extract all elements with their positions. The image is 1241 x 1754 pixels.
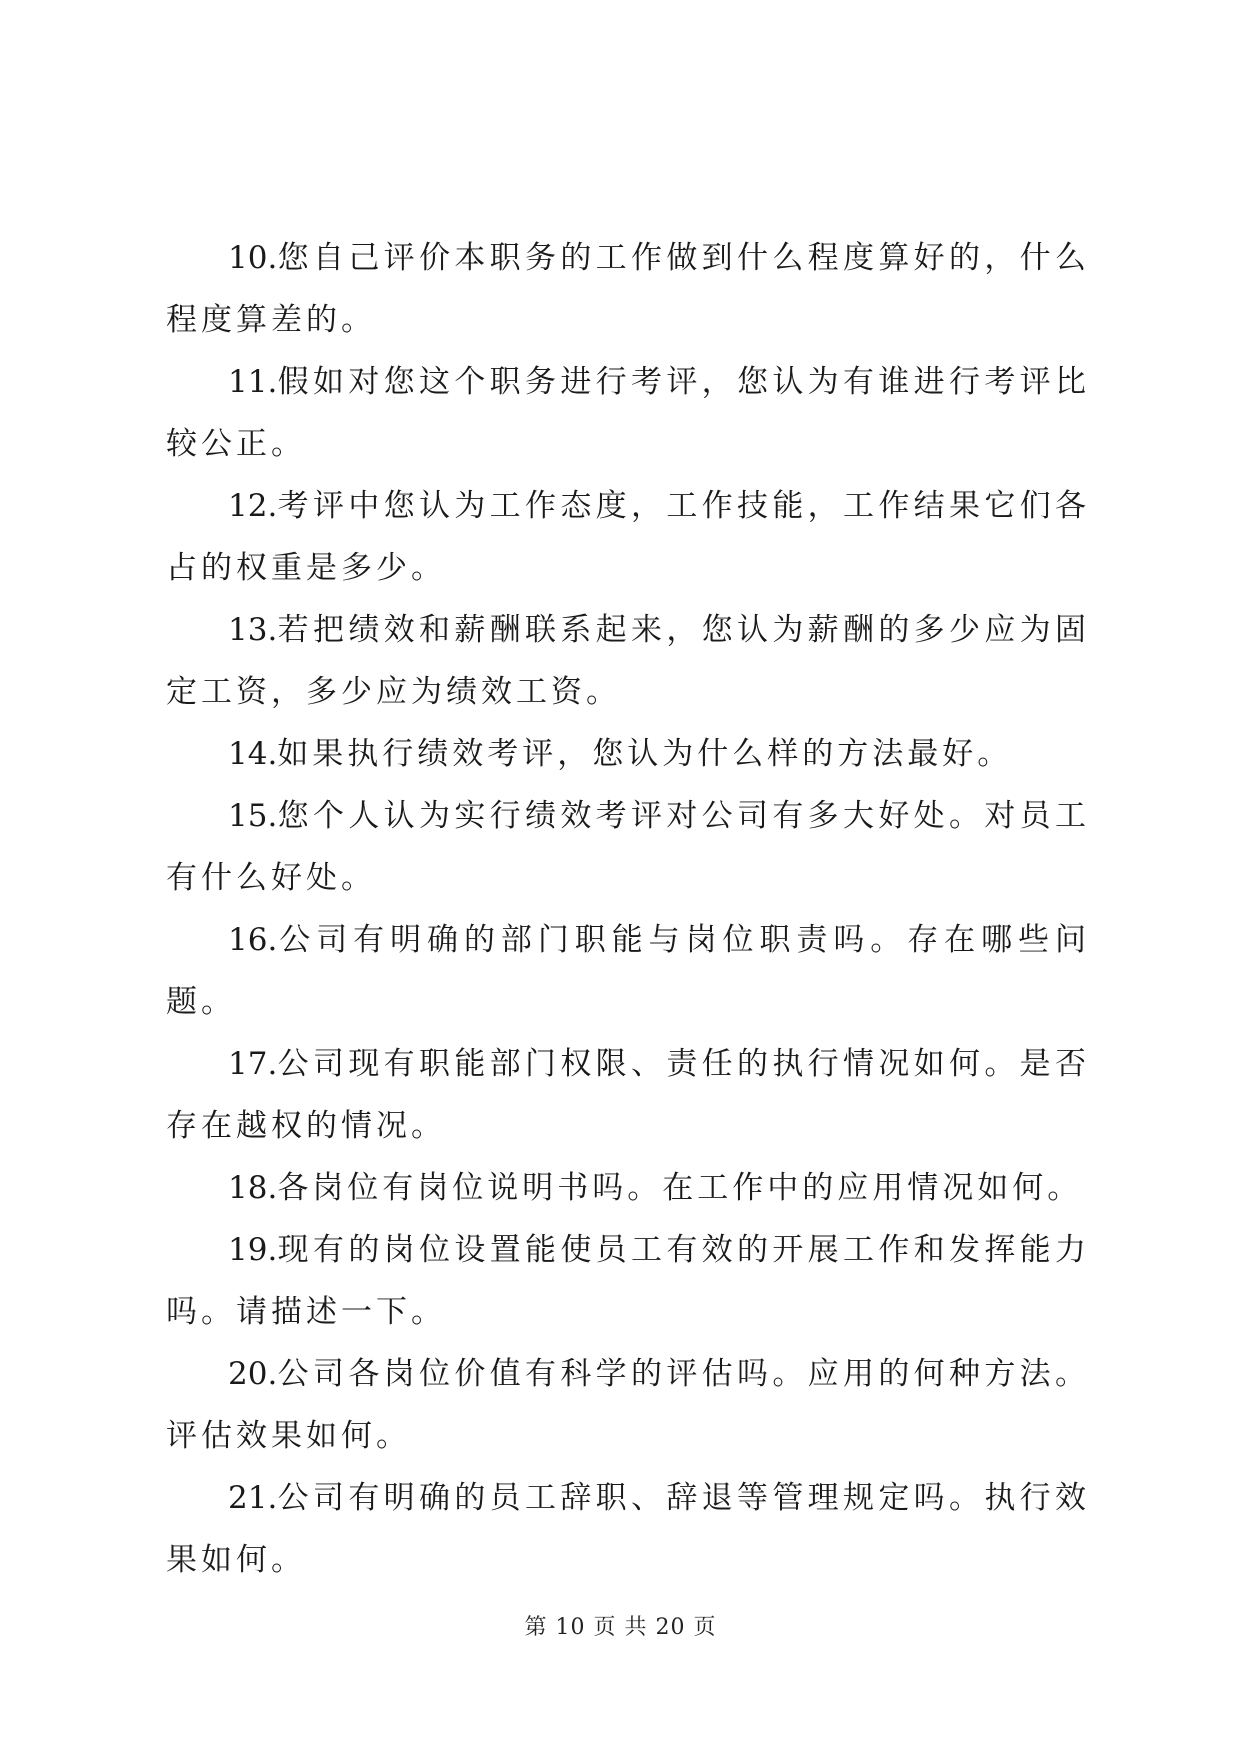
question-text: 现有的岗位设置能使员工有效的开展工作和发挥能力吗。请描述一下。 (166, 1232, 1090, 1330)
question-15 (166, 785, 1090, 909)
question-text: 考评中您认为工作态度，工作技能，工作结果它们各占的权重是多少。 (166, 488, 1090, 586)
question-18 (166, 1157, 1090, 1219)
question-number: 19. (228, 1232, 278, 1268)
question-text: 各岗位有岗位说明书吗。在工作中的应用情况如何。 (277, 1170, 1083, 1206)
question-number: 21. (228, 1480, 278, 1516)
question-number: 15. (228, 798, 278, 834)
question-number: 17. (228, 1046, 278, 1082)
question-20 (166, 1343, 1090, 1467)
question-12 (166, 475, 1090, 599)
question-16 (166, 909, 1090, 1033)
question-text: 假如对您这个职务进行考评，您认为有谁进行考评比较公正。 (166, 364, 1090, 462)
question-11 (166, 351, 1090, 475)
question-number: 10. (228, 240, 278, 276)
question-text: 公司有明确的部门职能与岗位职责吗。存在哪些问题。 (166, 922, 1090, 1020)
question-number: 16. (228, 922, 278, 958)
document-body (166, 227, 1090, 1591)
question-number: 11. (228, 364, 278, 400)
question-14 (166, 723, 1090, 785)
question-text: 公司有明确的员工辞职、辞退等管理规定吗。执行效果如何。 (166, 1480, 1090, 1578)
question-number: 12. (228, 488, 278, 524)
question-17 (166, 1033, 1090, 1157)
question-number: 20. (228, 1356, 278, 1392)
question-text: 公司各岗位价值有科学的评估吗。应用的何种方法。评估效果如何。 (166, 1356, 1090, 1454)
question-text: 公司现有职能部门权限、责任的执行情况如何。是否存在越权的情况。 (166, 1046, 1090, 1144)
question-text: 您自己评价本职务的工作做到什么程度算好的，什么程度算差的。 (166, 240, 1090, 338)
question-21 (166, 1467, 1090, 1591)
question-number: 13. (228, 612, 278, 648)
question-10 (166, 227, 1090, 351)
page-number-footer: 第 10 页 共 20 页 (524, 1615, 717, 1640)
question-number: 18. (228, 1170, 278, 1206)
question-text: 若把绩效和薪酬联系起来，您认为薪酬的多少应为固定工资，多少应为绩效工资。 (166, 612, 1090, 710)
question-text: 如果执行绩效考评，您认为什么样的方法最好。 (277, 736, 1013, 772)
question-13 (166, 599, 1090, 723)
question-19 (166, 1219, 1090, 1343)
question-number: 14. (228, 736, 278, 772)
question-text: 您个人认为实行绩效考评对公司有多大好处。对员工有什么好处。 (166, 798, 1090, 896)
